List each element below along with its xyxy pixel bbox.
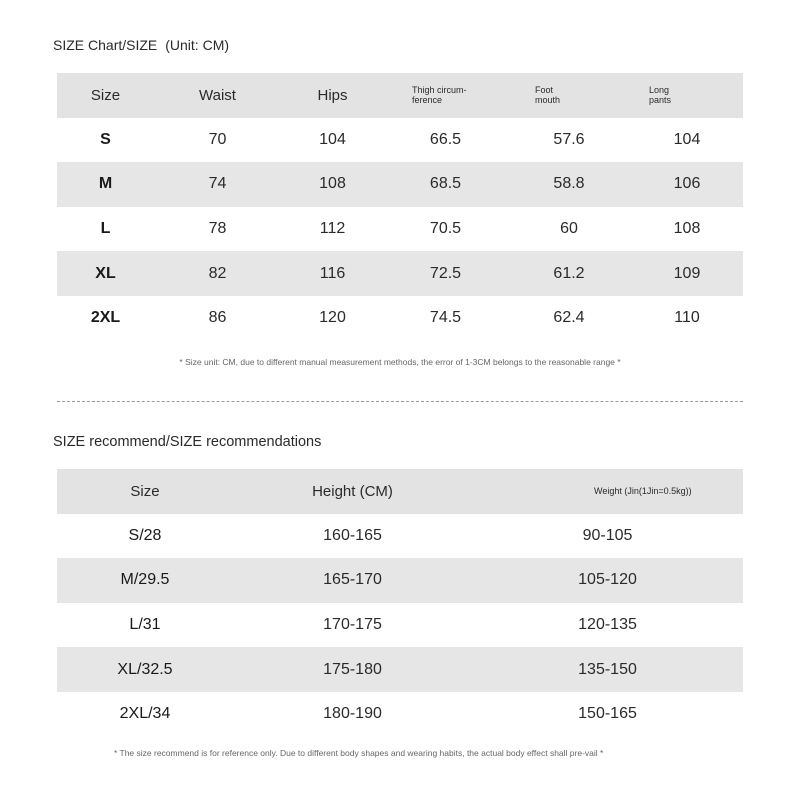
size-cell: XL: [95, 264, 116, 282]
value-cell: 170-175: [323, 616, 382, 634]
table-row: [57, 514, 743, 559]
value-cell: 68.5: [429, 175, 462, 193]
value-cell: 108: [319, 175, 346, 193]
header-height: Height (CM): [312, 482, 393, 500]
value-cell: 72.5: [429, 264, 462, 282]
value-cell: 86: [208, 309, 227, 327]
value-cell: 120-135: [578, 616, 637, 634]
value-cell: 74: [208, 175, 227, 193]
value-cell: 135-150: [578, 660, 637, 678]
value-cell: 58.8: [553, 175, 585, 193]
size-chart-title: [53, 37, 229, 53]
table-row: [57, 207, 743, 252]
table-row: [57, 558, 743, 603]
value-cell: 90-105: [582, 526, 633, 544]
value-cell: 61.2: [553, 264, 585, 282]
value-cell: 66.5: [429, 130, 462, 148]
value-cell: 180-190: [323, 705, 382, 723]
header-foot-mouth: [507, 73, 631, 118]
value-cell: 62.4: [553, 309, 585, 327]
value-cell: 116: [319, 264, 346, 282]
value-cell: 165-170: [323, 571, 382, 589]
value-cell: 57.6: [553, 130, 585, 148]
size-cell: S/28: [128, 526, 162, 544]
table-row: [57, 647, 743, 692]
size-cell: 2XL/34: [119, 705, 171, 723]
header-weight: [472, 469, 743, 514]
size-recommend-table: [57, 469, 743, 737]
header-foot-mouth-text: Foot mouth: [535, 85, 561, 106]
table-row: [57, 296, 743, 341]
size-cell: XL/32.5: [117, 660, 173, 678]
size-recommend-body: [57, 514, 743, 737]
value-cell: 150-165: [578, 705, 637, 723]
value-cell: 82: [208, 264, 227, 282]
header-weight-text: Weight (Jin(1Jin=0.5kg)): [594, 486, 692, 497]
value-cell: 104: [319, 130, 346, 148]
value-cell: 175-180: [323, 660, 382, 678]
table-row: [57, 162, 743, 207]
size-cell: 2XL: [90, 309, 121, 327]
header-long-pants-text: Long pants: [649, 85, 672, 106]
size-chart-table: [57, 73, 743, 341]
header-size: Size: [90, 86, 121, 104]
header-hips: Hips: [317, 86, 348, 104]
header-size: Size: [130, 482, 160, 500]
size-cell: L/31: [129, 616, 161, 634]
size-recommend-note: * The size recommend is for reference only. Due to different body shapes and wearing habits, the actual body effect shall pre-vail *: [114, 748, 604, 758]
size-cell: M: [98, 175, 113, 193]
table-row: [57, 118, 743, 163]
header-thigh-text: Thigh circum-ference: [412, 85, 467, 106]
size-cell: S: [100, 130, 111, 148]
value-cell: 78: [208, 220, 227, 238]
value-cell: 108: [673, 220, 701, 238]
size-chart-body: [57, 118, 743, 341]
size-chart-title-text: SIZE Chart/SIZE: [53, 37, 158, 53]
table-row: [57, 603, 743, 648]
value-cell: 110: [674, 309, 700, 327]
value-cell: 60: [560, 220, 578, 238]
unit-label: (Unit: CM): [165, 37, 230, 53]
table-header-row: [57, 73, 743, 118]
header-long-pants: [631, 73, 743, 118]
header-thigh: [384, 73, 507, 118]
value-cell: 120: [319, 309, 346, 327]
value-cell: 112: [319, 220, 346, 238]
value-cell: 106: [673, 175, 701, 193]
section-divider: [57, 401, 743, 402]
table-row: [57, 251, 743, 296]
value-cell: 74.5: [429, 309, 462, 327]
size-recommend-title: SIZE recommend/SIZE recommendations: [53, 434, 322, 450]
value-cell: 105-120: [578, 571, 637, 589]
size-cell: M/29.5: [120, 571, 170, 589]
table-header-row: [57, 469, 743, 514]
value-cell: 109: [673, 264, 701, 282]
value-cell: 70: [208, 130, 227, 148]
size-cell: L: [100, 220, 111, 238]
header-waist: Waist: [199, 86, 236, 104]
size-chart-note: * Size unit: CM, due to different manual measurement methods, the error of 1-3CM belongs to the reasonable range *: [179, 357, 621, 367]
value-cell: 70.5: [429, 220, 462, 238]
table-row: [57, 692, 743, 737]
value-cell: 104: [673, 130, 701, 148]
value-cell: 160-165: [323, 526, 382, 544]
